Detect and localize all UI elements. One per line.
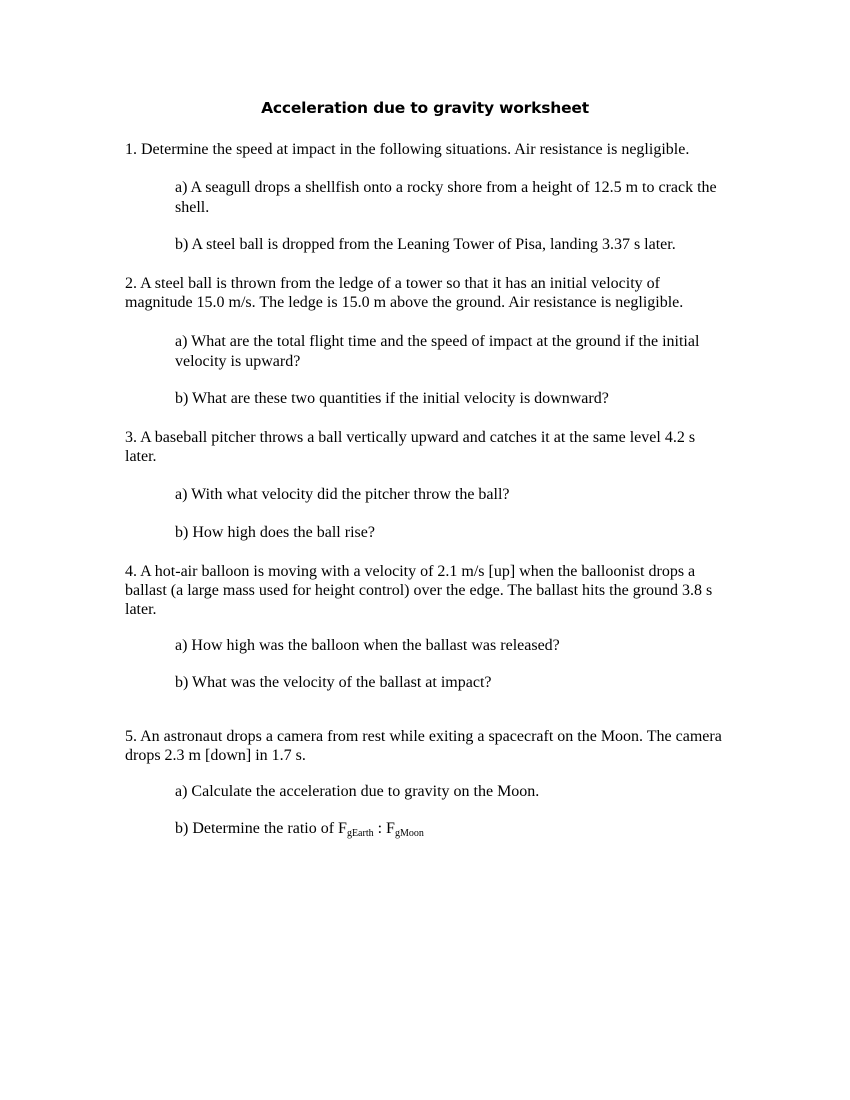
question-3-part-b: b) How high does the ball rise? xyxy=(175,524,375,541)
question-5-part-a: a) Calculate the acceleration due to gravity on the Moon. xyxy=(175,783,540,800)
ratio-prefix: b) Determine the ratio of F xyxy=(175,820,347,837)
page-title: Acceleration due to gravity worksheet xyxy=(261,99,589,117)
question-4: 4. A hot-air balloon is moving with a velocity of 2.1 m/s [up] when the balloonist drops a ballast (a large mass used for height control) over the edge. The ballast hits the ground 3.8 s later. xyxy=(125,563,713,618)
question-1-part-a: a) A seagull drops a shellfish onto a rocky shore from a height of 12.5 m to crack the shell. xyxy=(175,179,717,216)
ratio-separator: : F xyxy=(373,820,395,837)
question-2-part-b: b) What are these two quantities if the initial velocity is downward? xyxy=(175,390,609,407)
question-4-part-b: b) What was the velocity of the ballast at impact? xyxy=(175,674,492,691)
ratio-subscript-moon: gMoon xyxy=(394,828,424,839)
question-2-part-a: a) What are the total flight time and the speed of impact at the ground if the initial velocity is upward? xyxy=(175,333,700,370)
question-1-part-b: b) A steel ball is dropped from the Leaning Tower of Pisa, landing 3.37 s later. xyxy=(175,236,676,253)
question-3-part-a: a) With what velocity did the pitcher throw the ball? xyxy=(175,486,510,503)
question-3: 3. A baseball pitcher throws a ball vertically upward and catches it at the same level 4.2 s later. xyxy=(125,429,696,465)
question-5: 5. An astronaut drops a camera from rest while exiting a spacecraft on the Moon. The camera drops 2.3 m [down] in 1.7 s. xyxy=(125,728,722,764)
question-2: 2. A steel ball is thrown from the ledge of a tower so that it has an initial velocity of magnitude 15.0 m/s. The ledge is 15.0 m above the ground. Air resistance is negligible. xyxy=(125,275,684,311)
question-5-part-b xyxy=(175,819,735,839)
ratio-subscript-earth: gEarth xyxy=(346,828,374,839)
question-1: 1. Determine the speed at impact in the following situations. Air resistance is negligible. xyxy=(125,141,690,158)
question-4-part-a: a) How high was the balloon when the ballast was released? xyxy=(175,637,560,654)
